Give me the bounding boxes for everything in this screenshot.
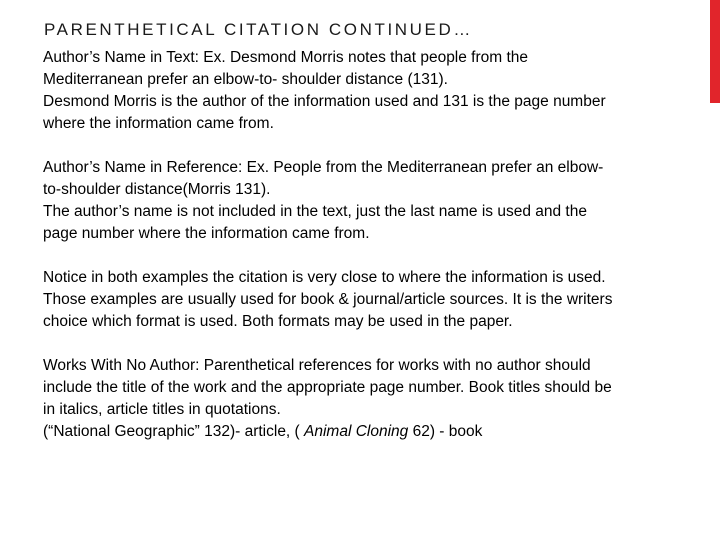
- text-line: Author’s Name in Text: Ex. Desmond Morris notes that people from the: [43, 49, 529, 66]
- text-line: Desmond Morris is the author of the information used and 131 is the page number: [43, 93, 606, 110]
- text-line: Notice in both examples the citation is very close to where the information is used.: [43, 269, 606, 286]
- citation-example-line: [43, 421, 658, 443]
- text-line: in italics, article titles in quotations.: [43, 401, 281, 418]
- slide-title: PARENTHETICAL CITATION CONTINUED…: [44, 20, 473, 39]
- text-line: to-shoulder distance(Morris 131).: [43, 181, 271, 198]
- text-line: Works With No Author: Parenthetical references for works with no author should: [43, 357, 591, 374]
- text-line: where the information came from.: [43, 115, 274, 132]
- citation-example-start: (“National Geographic” 132)- article, (: [43, 423, 305, 440]
- text-line: page number where the information came from.: [43, 225, 370, 242]
- text-line: include the title of the work and the appropriate page number. Book titles should be: [43, 379, 612, 396]
- paragraph-no-author: [43, 355, 658, 443]
- accent-bar: [710, 0, 720, 103]
- text-line: The author’s name is not included in the text, just the last name is used and the: [43, 203, 587, 220]
- citation-example-end: 62) - book: [408, 423, 483, 440]
- text-line: Mediterranean prefer an elbow-to- shoulder distance (131).: [43, 71, 448, 88]
- paragraph-author-in-text: [43, 47, 658, 135]
- text-line: Those examples are usually used for book & journal/article sources. It is the writers: [43, 291, 613, 308]
- text-line: choice which format is used. Both formats may be used in the paper.: [43, 313, 513, 330]
- paragraph-author-in-reference: [43, 157, 658, 245]
- slide-body: [43, 47, 658, 465]
- book-title-italic: Animal Cloning: [304, 423, 409, 440]
- text-line: Author’s Name in Reference: Ex. People from the Mediterranean prefer an elbow-: [43, 159, 604, 176]
- paragraph-notice: [43, 267, 658, 333]
